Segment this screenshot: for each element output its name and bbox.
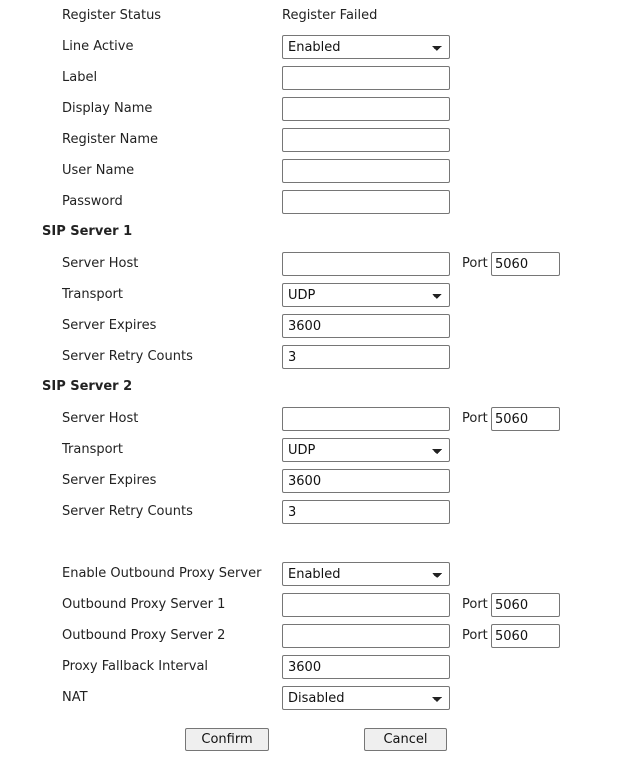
display-name-row — [0, 93, 630, 124]
user-name-input[interactable] — [282, 159, 450, 183]
sip2-transport-label: Transport — [62, 442, 124, 457]
enable-outbound-proxy-label: Enable Outbound Proxy Server — [62, 566, 262, 581]
sip2-retry-counts-row — [0, 496, 630, 527]
register-status-value: Register Failed — [282, 8, 378, 23]
sip2-server-expires-row — [0, 465, 630, 496]
line-active-row — [0, 31, 630, 62]
sip1-server-host-label: Server Host — [62, 256, 139, 271]
sip1-transport-select[interactable] — [282, 283, 450, 307]
outbound-proxy-2-port-label: Port — [462, 628, 488, 643]
label-label: Label — [62, 70, 98, 85]
sip1-server-host-row — [0, 248, 630, 279]
sip1-server-host-input[interactable] — [282, 252, 450, 276]
line-active-label: Line Active — [62, 39, 134, 54]
enable-outbound-proxy-row — [0, 558, 630, 589]
sip1-server-expires-row — [0, 310, 630, 341]
sip-server-2-heading: SIP Server 2 — [42, 379, 133, 394]
register-name-label: Register Name — [62, 132, 159, 147]
confirm-button[interactable]: Confirm — [185, 728, 269, 751]
sip1-retry-counts-label: Server Retry Counts — [62, 349, 193, 364]
sip1-port-input[interactable] — [491, 252, 560, 276]
sip2-server-expires-input[interactable] — [282, 469, 450, 493]
label-row — [0, 62, 630, 93]
sip1-server-expires-input[interactable] — [282, 314, 450, 338]
sip2-transport-row — [0, 434, 630, 465]
register-name-input[interactable] — [282, 128, 450, 152]
nat-select[interactable] — [282, 686, 450, 710]
nat-label: NAT — [62, 690, 88, 705]
sip-server-1-heading: SIP Server 1 — [42, 224, 133, 239]
display-name-label: Display Name — [62, 101, 153, 116]
proxy-fallback-interval-input[interactable] — [282, 655, 450, 679]
sip1-port-label: Port — [462, 256, 488, 271]
sip2-retry-counts-input[interactable] — [282, 500, 450, 524]
display-name-input[interactable] — [282, 97, 450, 121]
nat-row — [0, 682, 630, 713]
enable-outbound-proxy-select[interactable] — [282, 562, 450, 586]
outbound-proxy-2-row — [0, 620, 630, 651]
register-name-row — [0, 124, 630, 155]
password-input[interactable] — [282, 190, 450, 214]
sip2-transport-select[interactable] — [282, 438, 450, 462]
sip2-retry-counts-label: Server Retry Counts — [62, 504, 193, 519]
register-status-label: Register Status — [62, 8, 162, 23]
sip2-server-expires-label: Server Expires — [62, 473, 157, 488]
sip2-server-host-label: Server Host — [62, 411, 139, 426]
outbound-proxy-1-port-input[interactable] — [491, 593, 560, 617]
password-row — [0, 186, 630, 217]
register-status-row — [0, 0, 630, 31]
user-name-label: User Name — [62, 163, 135, 178]
outbound-proxy-2-label: Outbound Proxy Server 2 — [62, 628, 226, 643]
sip1-retry-counts-row — [0, 341, 630, 372]
sip1-transport-label: Transport — [62, 287, 124, 302]
sip1-retry-counts-input[interactable] — [282, 345, 450, 369]
sip2-server-host-row — [0, 403, 630, 434]
sip2-port-label: Port — [462, 411, 488, 426]
outbound-proxy-1-input[interactable] — [282, 593, 450, 617]
proxy-fallback-interval-row — [0, 651, 630, 682]
outbound-proxy-2-port-input[interactable] — [491, 624, 560, 648]
sip1-transport-row — [0, 279, 630, 310]
sip1-server-expires-label: Server Expires — [62, 318, 157, 333]
user-name-row — [0, 155, 630, 186]
outbound-proxy-1-row — [0, 589, 630, 620]
label-input[interactable] — [282, 66, 450, 90]
proxy-fallback-interval-label: Proxy Fallback Interval — [62, 659, 209, 674]
outbound-proxy-1-port-label: Port — [462, 597, 488, 612]
outbound-proxy-1-label: Outbound Proxy Server 1 — [62, 597, 226, 612]
password-label: Password — [62, 194, 123, 209]
line-active-select[interactable] — [282, 35, 450, 59]
outbound-proxy-2-input[interactable] — [282, 624, 450, 648]
sip2-port-input[interactable] — [491, 407, 560, 431]
cancel-button[interactable]: Cancel — [364, 728, 447, 751]
sip2-server-host-input[interactable] — [282, 407, 450, 431]
